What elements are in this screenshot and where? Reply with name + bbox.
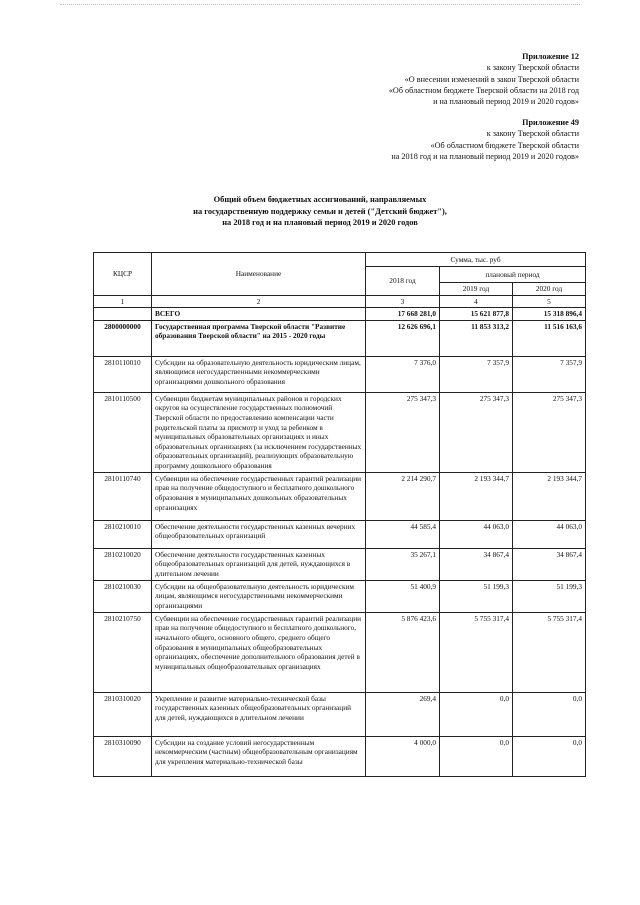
row-value-2020: 11 516 163,6 [513,320,586,356]
document-title [120,194,520,229]
row-name: ВСЕГО [152,308,366,321]
row-value-2018: 2 214 290,7 [366,472,440,520]
annex-12-line: к закону Тверской области [486,63,579,73]
row-name: Субсидии на создание условий негосударственным некоммерческим (частным) общеобразовательным организациям для укрепления материально-технической базы [152,736,366,776]
row-value-2020: 15 318 896,4 [513,308,586,321]
row-code: 2810210030 [94,580,152,612]
row-code: 2810210750 [94,612,152,692]
row-value-2018: 17 668 281,0 [366,308,440,321]
annex-49-line: на 2018 год и на плановый период 2019 и 2020 годов» [391,151,579,161]
col-number: 1 [94,295,152,308]
row-name: Субсидии на общеобразовательную деятельность юридическим лицам, являющимся негосударственными некоммерческими организациями [152,580,366,612]
scan-edge-line [60,4,580,6]
row-value-2019: 2 193 344,7 [440,472,513,520]
header-2018: 2018 год [366,267,440,296]
table-row [94,520,586,548]
title-line: Общий объем бюджетных ассигнований, направляемых [213,195,427,204]
header-name: Наименование [152,253,366,296]
row-value-2019: 51 199,3 [440,580,513,612]
annex-49-line: «Об областном бюджете Тверской области [430,140,579,150]
row-code: 2810310090 [94,736,152,776]
row-value-2020: 44 063,0 [513,520,586,548]
row-code: 2810210010 [94,520,152,548]
row-value-2018: 51 400,9 [366,580,440,612]
row-value-2019: 11 853 313,2 [440,320,513,356]
col-number: 5 [513,295,586,308]
row-value-2020: 51 199,3 [513,580,586,612]
table-row [94,356,586,392]
header-2020: 2020 год [513,283,586,296]
row-name: Государственная программа Тверской области "Развитие образования Тверской области" на 2015 - 2020 годы [152,320,366,356]
row-name: Обеспечение деятельности государственных казенных вечерних общеобразовательных организаций [152,520,366,548]
row-value-2020: 34 867,4 [513,548,586,580]
title-line: на государственную поддержку семьи и детей ("Детский бюджет"), [193,206,447,216]
row-code: 2810110740 [94,472,152,520]
row-name: Укрепление и развитие материально-технической базы государственных казенных общеобразовательных организаций для детей, нуждающихся в длительном лечении [152,692,366,736]
row-code: 2810210020 [94,548,152,580]
header-code: КЦСР [94,253,152,296]
row-value-2018: 275 347,3 [366,392,440,472]
row-value-2020: 7 357,9 [513,356,586,392]
row-value-2018: 4 000,0 [366,736,440,776]
row-value-2020: 0,0 [513,736,586,776]
row-value-2018: 5 876 423,6 [366,612,440,692]
row-value-2019: 15 621 877,8 [440,308,513,321]
table-row [94,320,586,356]
row-value-2020: 275 347,3 [513,392,586,472]
row-value-2019: 7 357,9 [440,356,513,392]
annex-49-title: Приложение 49 [522,118,579,127]
row-code: 2810110010 [94,356,152,392]
row-code: 2810310020 [94,692,152,736]
row-name: Субвенции на обеспечение государственных гарантий реализации прав на получение общедоступного и бесплатного дошкольного, начального общего, основного общего, среднего общего образования в муниципальных общеобразовательных организациях, обеспечение дополнительного образования детей в муниципальных общеобразовательных организациях [152,612,366,692]
row-value-2019: 275 347,3 [440,392,513,472]
row-code: 2810110500 [94,392,152,472]
row-name: Обеспечение деятельности государственных казенных общеобразовательных организаций для детей, нуждающихся в длительном лечении [152,548,366,580]
annex-49-block [391,117,579,162]
table-row [94,548,586,580]
row-value-2018: 44 585,4 [366,520,440,548]
annex-12-line: «О внесении изменений в закон Тверской области [404,74,579,84]
header-sum: Сумма, тыс. руб [366,253,586,267]
row-value-2018: 7 376,0 [366,356,440,392]
table-row [94,580,586,612]
row-value-2020: 5 755 317,4 [513,612,586,692]
table-row [94,736,586,776]
row-value-2019: 0,0 [440,736,513,776]
title-line: на 2018 год и на плановый период 2019 и 2020 годов [222,218,418,227]
header-2019: 2019 год [440,283,513,296]
header-plan-period: плановый период [440,267,586,283]
table-row [94,392,586,472]
row-value-2019: 44 063,0 [440,520,513,548]
annex-12-block [389,51,579,107]
row-name: Субвенции на обеспечение государственных гарантий реализации прав на получение общедоступного и бесплатного дошкольного образования в муниципальных дошкольных образовательных организациях [152,472,366,520]
row-value-2018: 269,4 [366,692,440,736]
col-number: 2 [152,295,366,308]
table-row [94,692,586,736]
row-name: Субсидии на образовательную деятельность юридическим лицам, являющимся негосударственными некоммерческими организациями дошкольного образования [152,356,366,392]
row-code: 2800000000 [94,320,152,356]
row-value-2019: 34 867,4 [440,548,513,580]
row-value-2020: 2 193 344,7 [513,472,586,520]
annex-12-title: Приложение 12 [522,52,579,61]
row-value-2019: 5 755 317,4 [440,612,513,692]
table-row [94,308,586,321]
annex-12-line: «Об областном бюджете Тверской области на 2018 год [388,85,579,95]
row-value-2020: 0,0 [513,692,586,736]
row-name: Субвенции бюджетам муниципальных районов и городских округов на осуществление государственных полномочий Тверской области по предоставлению компенсации части родительской платы за присмотр и уход за ребенком в муниципальных образовательных организациях и иных образовательных организациях (за исключением государственных образовательных организаций), реализующих образовательную программу дошкольного образования [152,392,366,472]
annex-12-line: и на плановый период 2019 и 2020 годов» [433,97,579,107]
budget-table [93,252,586,777]
row-code [94,308,152,321]
row-value-2018: 12 626 696,1 [366,320,440,356]
row-value-2019: 0,0 [440,692,513,736]
row-value-2018: 35 267,1 [366,548,440,580]
col-number: 3 [366,295,440,308]
annex-49-line: к закону Тверской области [486,129,579,139]
col-number: 4 [440,295,513,308]
table-row [94,472,586,520]
table-row [94,612,586,692]
